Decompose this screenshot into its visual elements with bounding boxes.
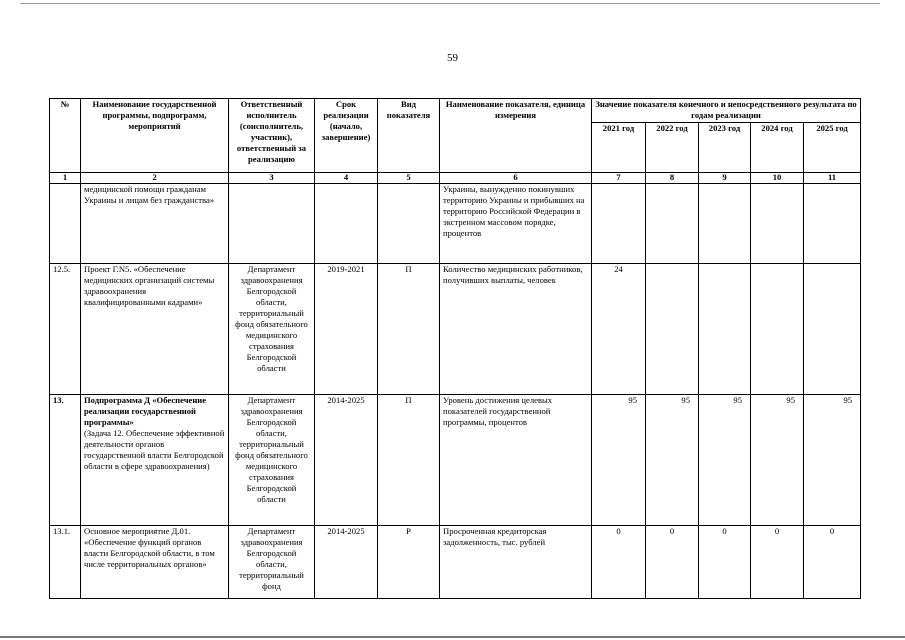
header-year-2022: 2022 год — [646, 123, 699, 173]
row-indicator: Украины, вынужденно покинувших территорию Украины и прибывших на территорию Российской Федерации в экстренном массовом порядке, процентов — [440, 184, 592, 264]
colnum-cell: 9 — [699, 173, 751, 184]
table-row — [50, 184, 861, 264]
header-year-2024: 2024 год — [751, 123, 804, 173]
row-name: Проект Г.N5. «Обеспечение медицинских организаций системы здравоохранения квалифицированными кадрами» — [81, 264, 229, 395]
header-year-2025: 2025 год — [804, 123, 861, 173]
row-value-2022: 95 — [646, 395, 699, 526]
header-term: Срок реализации (начало, завершение) — [315, 99, 378, 173]
row-name: Основное мероприятие Д.01. «Обеспечение функций органов власти Белгородской области, в том числе территориальных органов» — [81, 526, 229, 599]
colnum-cell: 5 — [378, 173, 440, 184]
page-number: 59 — [447, 52, 458, 64]
row-no — [50, 184, 81, 264]
row-no: 13. — [50, 395, 81, 526]
row-value-2025 — [804, 184, 861, 264]
row-kind: П — [378, 395, 440, 526]
row-term — [315, 184, 378, 264]
row-name — [81, 395, 229, 526]
row-value-2023: 95 — [699, 395, 751, 526]
table-row — [50, 526, 861, 599]
row-value-2022: 0 — [646, 526, 699, 599]
row-indicator: Просроченная кредиторская задолженность, тыс. рублей — [440, 526, 592, 599]
row-value-2023 — [699, 264, 751, 395]
program-table — [49, 98, 861, 599]
row-value-2022 — [646, 264, 699, 395]
header-values: Значение показателя конечного и непосредственного результата по годам реализации — [592, 99, 861, 123]
row-value-2023 — [699, 184, 751, 264]
row-kind: П — [378, 264, 440, 395]
row-term: 2019-2021 — [315, 264, 378, 395]
column-number-row — [50, 173, 861, 184]
colnum-cell: 4 — [315, 173, 378, 184]
row-executor — [229, 184, 315, 264]
row-value-2023: 0 — [699, 526, 751, 599]
header-executor: Ответственный исполнитель (соисполнитель, участник), ответственный за реализацию — [229, 99, 315, 173]
table-row — [50, 395, 861, 526]
row-executor: Департамент здравоохранения Белгородской области, территориальный фонд — [229, 526, 315, 599]
scan-border-bottom — [0, 636, 905, 638]
header-kind: Вид показателя — [378, 99, 440, 173]
row-kind — [378, 184, 440, 264]
row-value-2025: 95 — [804, 395, 861, 526]
colnum-cell: 2 — [81, 173, 229, 184]
header-year-2023: 2023 год — [699, 123, 751, 173]
row-no: 13.1. — [50, 526, 81, 599]
colnum-cell: 6 — [440, 173, 592, 184]
scan-border-top — [20, 3, 880, 4]
row-value-2021: 95 — [592, 395, 646, 526]
row-value-2022 — [646, 184, 699, 264]
row-executor: Департамент здравоохранения Белгородской области, территориальный фонд обязательного медицинского страхования Белгородской области — [229, 264, 315, 395]
header-no: № — [50, 99, 81, 173]
row-name-rest: (Задача 12. Обеспечение эффективной деятельности органов государственной власти Белгородской области в сфере здравоохранения) — [84, 428, 225, 471]
row-value-2025 — [804, 264, 861, 395]
row-name: медицинской помощи гражданам Украины и лицам без гражданства» — [81, 184, 229, 264]
row-term: 2014-2025 — [315, 526, 378, 599]
row-value-2021: 0 — [592, 526, 646, 599]
row-kind: Р — [378, 526, 440, 599]
row-value-2021: 24 — [592, 264, 646, 395]
colnum-cell: 8 — [646, 173, 699, 184]
colnum-cell: 11 — [804, 173, 861, 184]
row-value-2024: 95 — [751, 395, 804, 526]
header-row — [50, 99, 861, 123]
colnum-cell: 7 — [592, 173, 646, 184]
row-value-2024 — [751, 184, 804, 264]
header-name: Наименование государственной программы, подпрограмм, мероприятий — [81, 99, 229, 173]
row-term: 2014-2025 — [315, 395, 378, 526]
row-executor: Департамент здравоохранения Белгородской области, территориальный фонд обязательного медицинского страхования Белгородской области — [229, 395, 315, 526]
table-row — [50, 264, 861, 395]
header-year-2021: 2021 год — [592, 123, 646, 173]
row-no: 12.5. — [50, 264, 81, 395]
row-name-bold: Подпрограмма Д «Обеспечение реализации государственной программы» — [84, 395, 207, 427]
row-indicator: Уровень достижения целевых показателей государственной программы, процентов — [440, 395, 592, 526]
row-value-2025: 0 — [804, 526, 861, 599]
row-value-2024: 0 — [751, 526, 804, 599]
colnum-cell: 3 — [229, 173, 315, 184]
row-indicator: Количество медицинских работников, получивших выплаты, человек — [440, 264, 592, 395]
header-indicator: Наименование показателя, единица измерения — [440, 99, 592, 173]
row-value-2024 — [751, 264, 804, 395]
colnum-cell: 10 — [751, 173, 804, 184]
colnum-cell: 1 — [50, 173, 81, 184]
row-value-2021 — [592, 184, 646, 264]
